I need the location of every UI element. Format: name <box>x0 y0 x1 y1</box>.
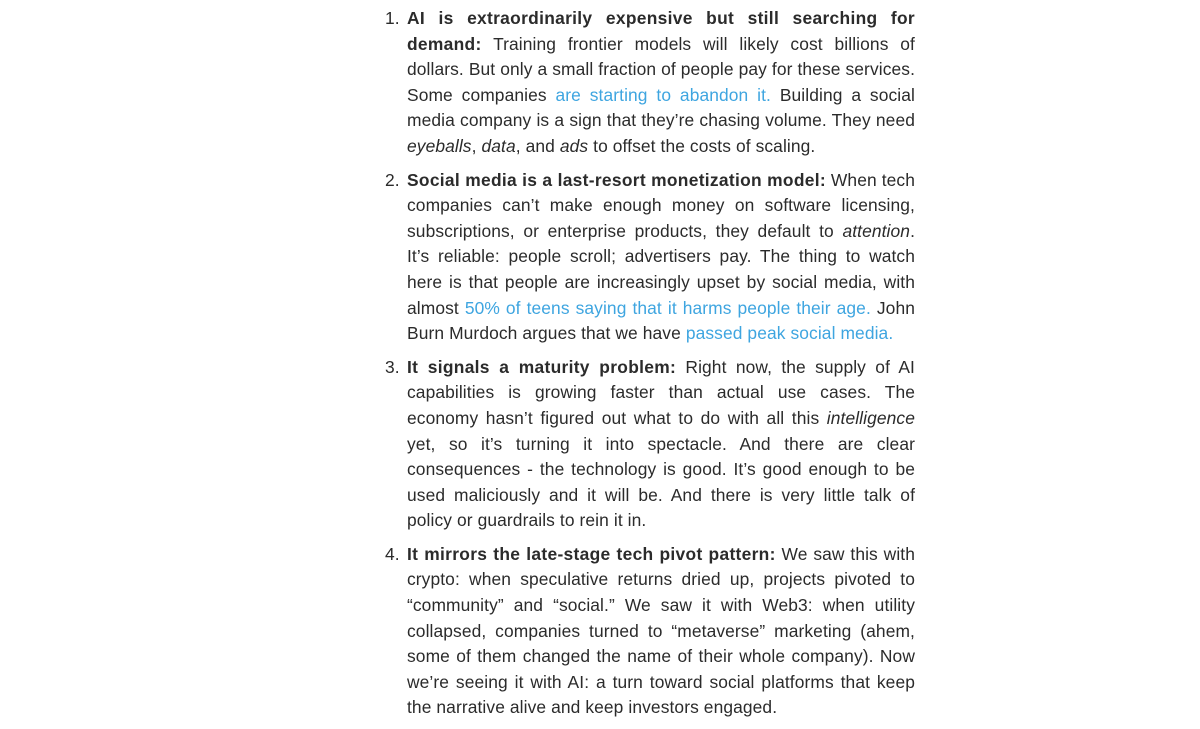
emphasis-text: eyeballs <box>407 135 472 156</box>
emphasis-text: ads <box>559 135 589 156</box>
list-item <box>385 542 915 721</box>
item-heading: It signals a maturity problem: <box>407 356 677 377</box>
item-heading: Social media is a last-resort monetization model: <box>407 169 826 190</box>
item-text: yet, so it’s turning it into spectacle. And there are clear consequences - the technology is good. It’s good enough to be used maliciously and it will be. And there is very little talk of policy or guardrails to rein it in. <box>407 433 915 531</box>
item-heading: AI is extraordinarily expensive but still searching for demand: <box>407 8 915 54</box>
teens-survey-link[interactable]: 50% of teens saying that it harms people their age. <box>464 297 871 318</box>
emphasis-text: intelligence <box>826 407 915 428</box>
abandon-link[interactable]: are starting to abandon it. <box>555 84 771 105</box>
list-number: 4. <box>385 543 400 564</box>
article-body <box>385 6 915 729</box>
numbered-list <box>385 6 915 721</box>
item-text: When tech companies can’t make enough money on software licensing, subscriptions, or enterprise products, they default to <box>407 169 915 241</box>
item-text: Right now, the supply of AI capabilities is growing faster than actual use cases. The economy hasn’t figured out what to do with all this <box>407 356 915 428</box>
list-item <box>385 168 915 347</box>
item-text: We saw this with crypto: when speculative returns dried up, projects pivoted to “community” and “social.” We saw it with Web3: when utility collapsed, companies turned to “metaverse” marketing (ahem, some of them changed the name of their whole company). Now we’re seeing it with AI: a turn toward social platforms that keep the narrative alive and keep investors engaged. <box>407 543 916 718</box>
peak-social-media-link[interactable]: passed peak social media. <box>685 323 894 344</box>
item-text: Training frontier models will likely cost billions of dollars. But only a small fraction of people pay for these services. Some companies <box>407 33 915 105</box>
item-text: Building a social media company is a sign that they’re chasing volume. They need <box>407 84 915 131</box>
list-item <box>385 355 915 534</box>
item-text: , and <box>515 135 560 156</box>
list-number: 1. <box>385 8 400 28</box>
item-text: , <box>471 135 482 156</box>
item-text: to offset the costs of scaling. <box>588 135 816 156</box>
emphasis-text: data <box>481 135 516 156</box>
item-text: . It’s reliable: people scroll; advertisers pay. The thing to watch here is that people are increasingly upset by social media, with almost <box>407 220 915 318</box>
item-heading: It mirrors the late-stage tech pivot pattern: <box>407 543 776 564</box>
list-number: 2. <box>385 169 400 190</box>
emphasis-text: attention <box>842 220 911 241</box>
list-number: 3. <box>385 356 400 377</box>
item-text: John Burn Murdoch argues that we have <box>407 297 915 344</box>
list-item <box>385 6 915 160</box>
